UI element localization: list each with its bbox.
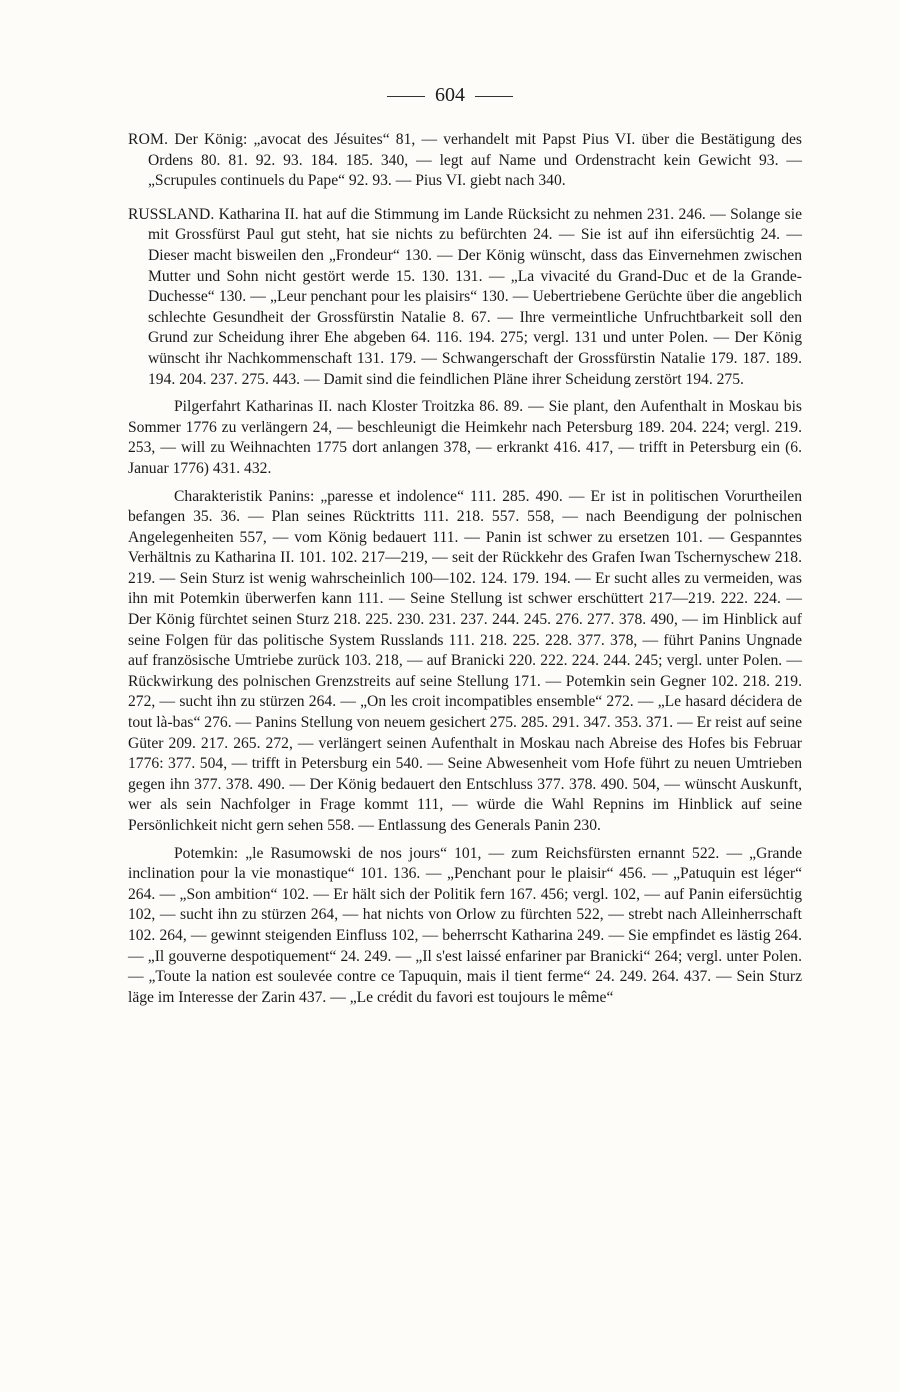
entry-paragraph: Potemkin: „le Rasumowski de nos jours“ 101, — zum Reichsfürsten ernannt 522. — „Grande inclination pour la vie monastique“ 101. 136. — „Penchant pour le plaisir“ 456. — „Patuquin est léger“ 264. — „Son ambition“ 102. — Er hält sich der Politik fern 167. 456; vergl. 102, — auf Panin eifersüchtig 102, — sucht ihn zu stürzen 264, — hat nichts von Orlow zu fürchten 522, — strebt nach Alleinherrschaft 102. 264, — gewinnt steigenden Einfluss 102, — beherrscht Katharina 249. — Sie empfindet es lästig 264. — „Il gouverne despotiquement“ 24. 249. — „Il s'est laissé enfariner par Branicki“ 264; vergl. unter Polen. — „Toute la nation est soulevée contre ce Tapuquin, mais il tient ferme“ 24. 249. 264. 437. — Sein Sturz läge im Interesse der Zarin 437. — „Le crédit du favori est toujours le même“ xyxy=(128,844,802,1006)
entry-paragraph xyxy=(128,205,802,390)
entry-heading: ROM. xyxy=(128,131,169,148)
header-rule-left xyxy=(387,96,425,97)
entry-heading: RUSSLAND. xyxy=(128,205,215,223)
entry-paragraph-text: Katharina II. hat auf die Stimmung im Lande Rücksicht zu nehmen 231. 246. — Solange sie mit Grossfürst Paul gut steht, hat sie nichts zu befürchten 24. — Sie ist auf ihn eifersüchtig 24. — Dieser macht bisweilen den „Frondeur“ 130. — Der König wünscht, dass das Einvernehmen zwischen Mutter und Sohn nicht gestört werde 15. 130. 131. — „La vivacité du Grand-Duc et de la Grande-Duchesse“ 130. — „Leur penchant pour les plaisirs“ 130. — Uebertriebene Gerüchte über die angeblich schlechte Gesundheit der Grossfürstin Natalie 8. 67. — Ihre vermeintliche Unfruchtbarkeit soll den Grund zur Scheidung ihrer Ehe abgeben 64. 116. 194. 275; vergl. 131 und unter Polen. — Der König wünscht ihr Nachkommenschaft 131. 179. — Schwangerschaft der Grossfürstin Natalie 179. 187. 189. 194. 204. 237. 275. 443. — Damit sind die feindlichen Pläne ihrer Scheidung zerstört 194. 275. xyxy=(148,205,802,388)
entry-paragraph: Charakteristik Panins: „paresse et indolence“ 111. 285. 490. — Er ist in politischen Vorurtheilen befangen 35. 36. — Plan seines Rücktritts 111. 218. 557. 558, — nach Beendigung der polnischen Angelegenheiten 557, — vom König bedauert 111. — Panin ist schwer zu ersetzen 101. — Gespanntes Verhältnis zu Katharina II. 101. 102. 217—219, — seit der Rückkehr des Grafen Iwan Tschernyschew 218. 219. — Sein Sturz ist wenig wahrscheinlich 100—102. 124. 179. 194. — Er sucht alles zu vermeiden, was ihn mit Potemkin überwerfen kann 111. — Seine Stellung ist schwer erschüttert 217—219. 222. 224. — Der König fürchtet seinen Sturz 218. 225. 230. 231. 237. 244. 245. 276. 277. 378. 490, — im Hinblick auf seine Folgen für das politische System Russlands 111. 218. 225. 228. 377. 378, — führt Panins Ungnade auf französische Umtriebe zurück 103. 218, — auf Branicki 220. 222. 224. 244. 245; vergl. unter Polen. — Rückwirkung des polnischen Grenzstreits auf seine Stellung 171. — Potemkin sein Gegner 102. 218. 219. 272, — sucht ihn zu stürzen 264. — „On les croit incompatibles ensemble“ 272. — „Le hasard décidera de tout là-bas“ 276. — Panins Stellung von neuem gesichert 275. 285. 291. 347. 353. 371. — Er reist auf seine Güter 209. 217. 265. 272, — verlängert seinen Aufenthalt in Moskau nach Abreise des Hofes bis Februar 1776: 377. 504, — trifft in Petersburg ein 540. — Seine Abwesenheit vom Hofe führt zu neuen Umtrieben gegen ihn 377. 378. 490. — Der König bedauert den Entschluss 377. 378. 490. 504, — wünscht Auskunft, wer als sein Nachfolger in Frage kommt 111, — würde die Wahl Repnins im Hinblick auf seine Persönlichkeit nicht gern sehen 558. — Entlassung des Generals Panin 230. xyxy=(128,487,802,834)
page-number: 604 xyxy=(435,84,465,106)
entry-russland xyxy=(128,205,802,1009)
index-text xyxy=(128,130,802,1008)
header-rule-right xyxy=(475,96,513,97)
entry-paragraph: Pilgerfahrt Katharinas II. nach Kloster Troitzka 86. 89. — Sie plant, den Aufenthalt in Moskau bis Sommer 1776 zu verlängern 24, — beschleunigt die Heimkehr nach Petersburg 189. 204. 224; vergl. 219. 253, — will zu Weihnachten 1775 dort anlangen 378, — erkrankt 416. 417, — trifft in Petersburg ein (6. Januar 1776) 431. 432. xyxy=(128,398,802,477)
page-header xyxy=(0,82,900,108)
entry-paragraph: Der König: „avocat des Jésuites“ 81, — verhandelt mit Papst Pius VI. über die Bestätigung des Ordens 80. 81. 92. 93. 184. 185. 340, — legt auf Name und Ordenstracht kein Gewicht 93. — „Scrupules continuels du Pape“ 92. 93. — Pius VI. giebt nach 340. xyxy=(148,131,802,190)
entry-rom xyxy=(128,130,802,192)
